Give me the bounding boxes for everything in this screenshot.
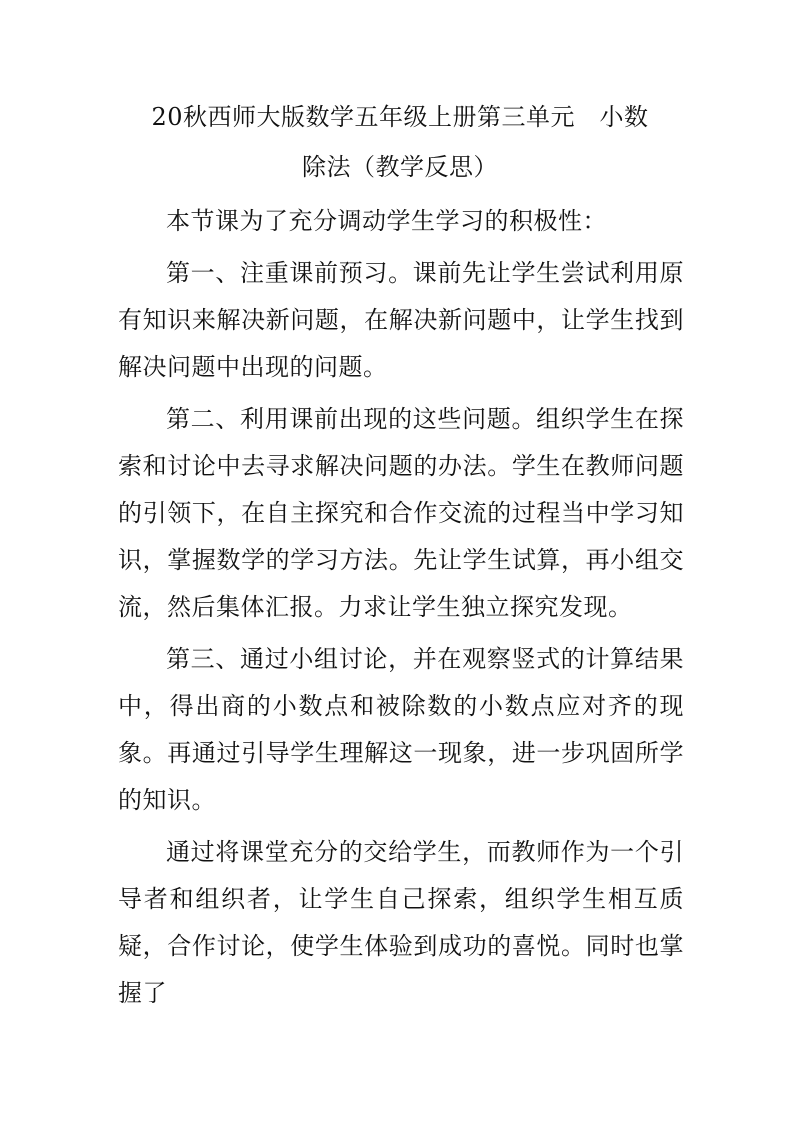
title-line-2: 除法（教学反思） — [302, 153, 498, 181]
paragraph-conclusion: 通过将课堂充分的交给学生，而教师作为一个引导者和组织者，让学生自己探索，组织学生相互质疑，合作讨论，使学生体验到成功的喜悦。同时也掌握了 — [118, 838, 684, 1007]
paragraph-third: 第三、通过小组讨论，并在观察竖式的计算结果中，得出商的小数点和被除数的小数点应对齐的现象。再通过引导学生理解这一现象，进一步巩固所学的知识。 — [118, 645, 684, 814]
paragraph-second: 第二、利用课前出现的这些问题。组织学生在探索和讨论中去寻求解决问题的办法。学生在教师问题的引领下，在自主探究和合作交流的过程当中学习知识，掌握数学的学习方法。先让学生试算，再小组交流，然后集体汇报。力求让学生独立探究发现。 — [118, 405, 684, 621]
paragraph-first: 第一、注重课前预习。课前先让学生尝试利用原有知识来解决新问题，在解决新问题中，让学生找到解决问题中出现的问题。 — [118, 259, 684, 381]
title-line-1: 20秋西师大版数学五年级上册第三单元 小数 — [151, 103, 649, 131]
paragraph-intro: 本节课为了充分调动学生学习的积极性： — [166, 207, 607, 235]
document-body — [118, 198, 684, 1022]
document-title — [120, 92, 680, 192]
